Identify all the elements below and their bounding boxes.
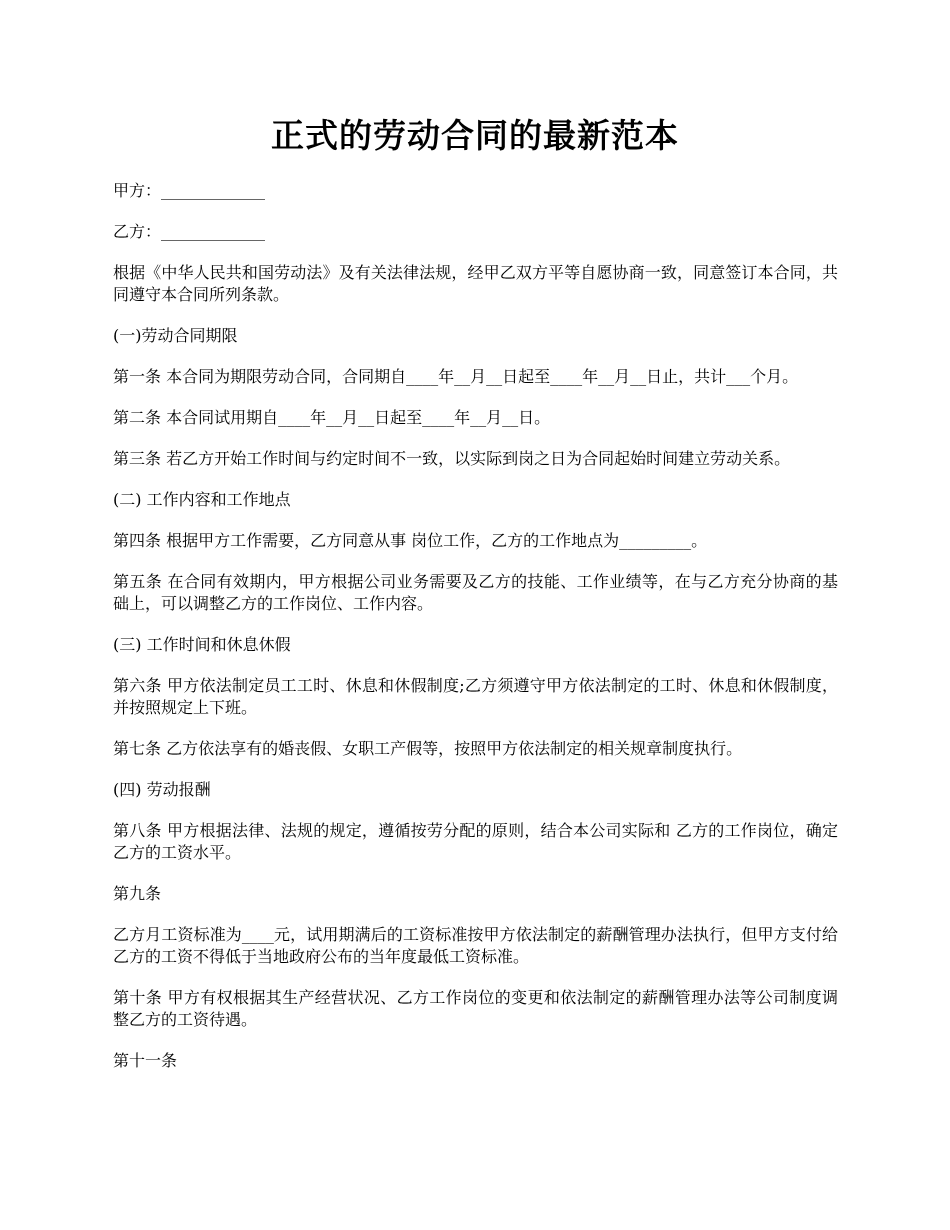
article-3: 第三条 若乙方开始工作时间与约定时间不一致，以实际到岗之日为合同起始时间建立劳动关系。 [113, 449, 791, 468]
section-heading-remuneration: (四) 劳动报酬 [113, 780, 211, 799]
document-title: 正式的劳动合同的最新范本 [271, 116, 679, 155]
document-body [113, 180, 838, 1091]
party-b-line: 乙方：_____________ [113, 222, 266, 241]
preamble-paragraph: 根据《中华人民共和国劳动法》及有关法律法规，经甲乙双方平等自愿协商一致，同意签订本合同，共同遵守本合同所列条款。 [113, 263, 838, 304]
article-1: 第一条 本合同为期限劳动合同，合同期自____年__月__日起至____年__月__日止，共计___个月。 [113, 367, 799, 386]
section-heading-work-hours: (三) 工作时间和休息休假 [113, 635, 291, 654]
section-heading-work-content: (二) 工作内容和工作地点 [113, 490, 291, 509]
article-2: 第二条 本合同试用期自____年__月__日起至____年__月__日。 [113, 408, 551, 427]
article-4: 第四条 根据甲方工作需要，乙方同意从事 岗位工作，乙方的工作地点为_________。 [113, 531, 708, 550]
article-7: 第七条 乙方依法享有的婚丧假、女职工产假等，按照甲方依法制定的相关规章制度执行。 [113, 739, 743, 758]
article-10: 第十条 甲方有权根据其生产经营状况、乙方工作岗位的变更和依法制定的薪酬管理办法等公司制度调整乙方的工资待遇。 [113, 988, 838, 1029]
article-8: 第八条 甲方根据法律、法规的规定，遵循按劳分配的原则，结合本公司实际和 乙方的工作岗位，确定乙方的工资水平。 [113, 821, 838, 862]
party-a-line: 甲方：_____________ [113, 181, 266, 200]
article-9-body: 乙方月工资标准为____元，试用期满后的工资标准按甲方依法制定的薪酬管理办法执行，但甲方支付给乙方的工资不得低于当地政府公布的当年度最低工资标准。 [113, 925, 838, 966]
article-6: 第六条 甲方依法制定员工工时、休息和休假制度;乙方须遵守甲方依法制定的工时、休息和休假制度，并按照规定上下班。 [113, 676, 838, 717]
section-heading-term: (一)劳动合同期限 [113, 326, 238, 345]
article-5: 第五条 在合同有效期内，甲方根据公司业务需要及乙方的技能、工作业绩等，在与乙方充分协商的基础上，可以调整乙方的工作岗位、工作内容。 [113, 572, 838, 613]
article-9-heading: 第九条 [113, 884, 162, 903]
article-11-heading: 第十一条 [113, 1051, 178, 1070]
